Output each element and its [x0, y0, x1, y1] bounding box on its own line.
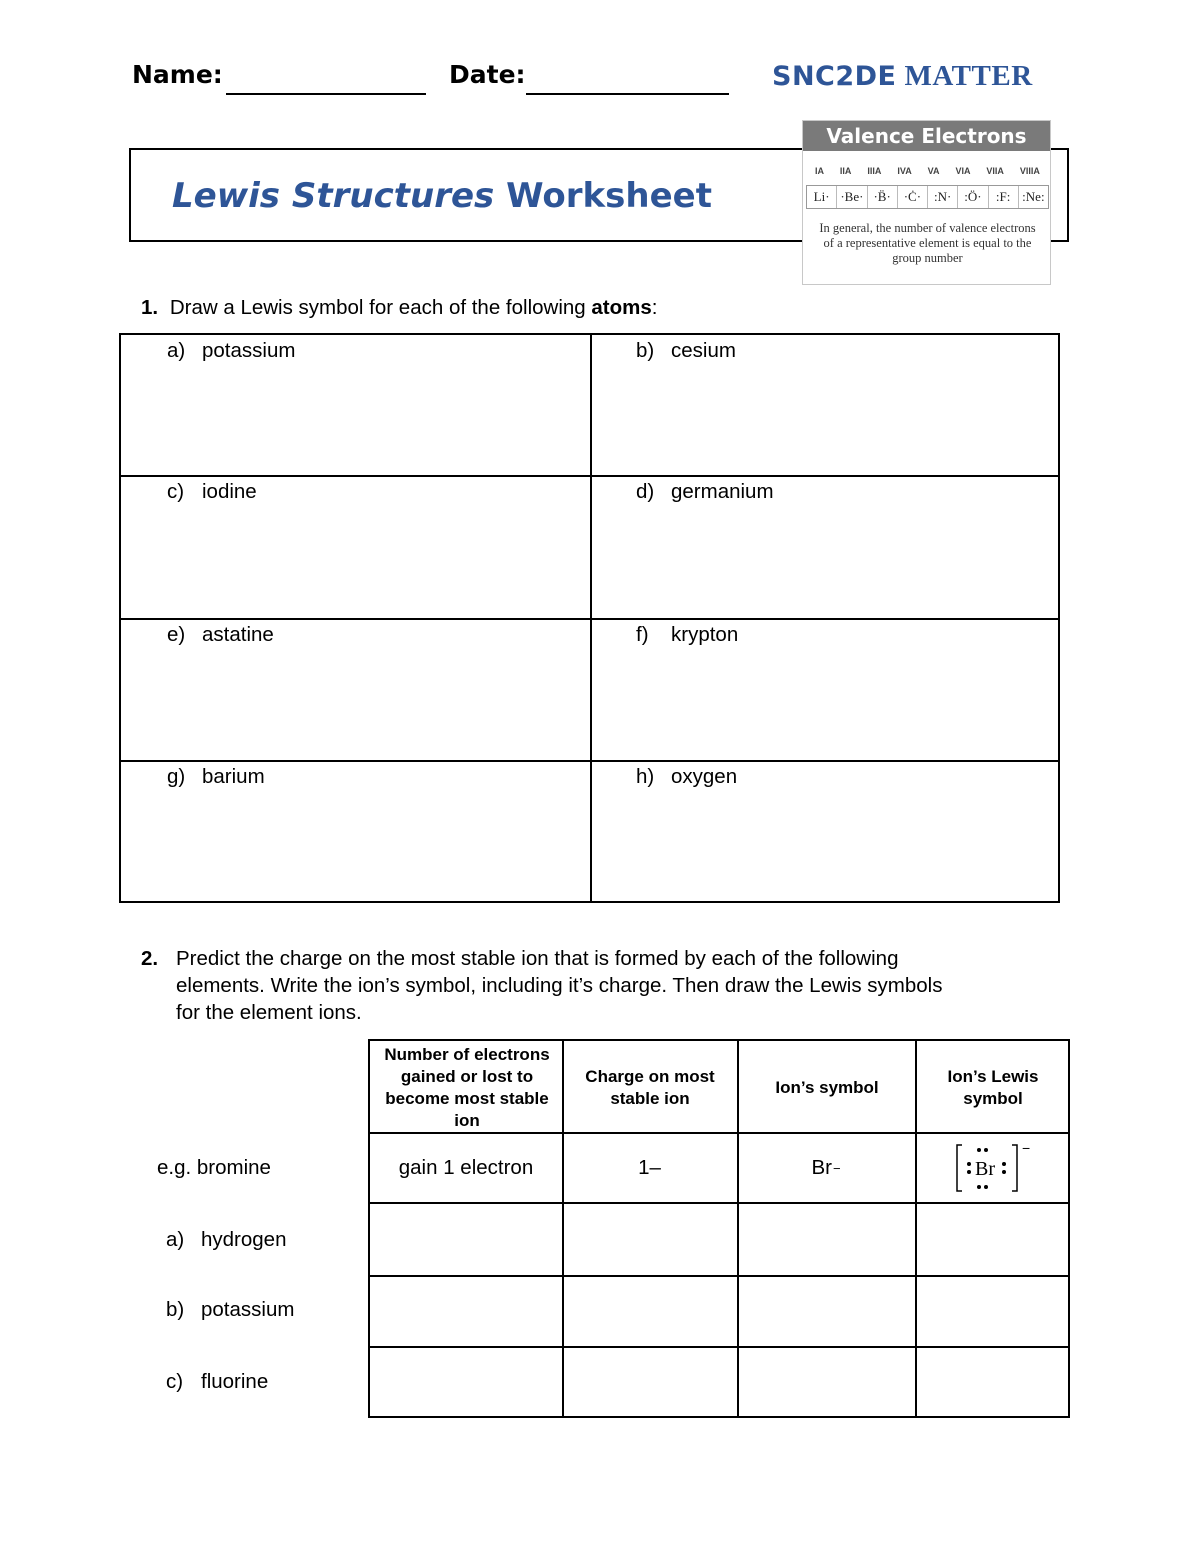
course-unit: MATTER	[904, 60, 1033, 92]
item-letter: a)	[166, 1228, 185, 1251]
answer-cell[interactable]	[739, 1204, 913, 1274]
question-number: 2.	[141, 947, 159, 970]
row-label-hydrogen	[166, 1228, 286, 1252]
answer-cell[interactable]	[917, 1204, 1068, 1274]
question-2-text	[176, 945, 1076, 1026]
group-label: VIA	[955, 166, 971, 176]
element-lewis-symbol: :N·	[928, 186, 958, 208]
grid-divider	[121, 760, 1058, 762]
item-letter: g)	[167, 765, 186, 788]
grid-divider	[121, 475, 1058, 477]
element-lewis-symbol: :Ö·	[958, 186, 988, 208]
row-label-potassium	[166, 1298, 294, 1322]
question-number: 1.	[141, 296, 159, 319]
bromide-lewis-diagram	[948, 1139, 1038, 1197]
answer-cell-d[interactable]	[636, 480, 774, 504]
item-name: hydrogen	[201, 1228, 287, 1251]
item-letter: h)	[636, 765, 655, 788]
item-name: iodine	[202, 480, 257, 503]
question-text-bold: atoms	[591, 296, 652, 319]
answer-cell[interactable]	[372, 1277, 560, 1345]
group-label: IA	[814, 166, 824, 176]
group-label: VIIIA	[1019, 166, 1040, 176]
answer-cell[interactable]	[917, 1277, 1068, 1345]
item-name: krypton	[671, 623, 739, 646]
item-name: germanium	[671, 480, 774, 503]
title-rest: Worksheet	[506, 176, 712, 216]
ion-table	[368, 1039, 1070, 1418]
q1-answer-grid	[119, 333, 1060, 903]
answer-cell-b[interactable]	[636, 339, 736, 363]
question-2	[141, 945, 158, 972]
valence-heading: Valence Electrons	[803, 121, 1050, 151]
valence-electrons-figure	[802, 120, 1051, 285]
item-name: potassium	[202, 339, 296, 362]
answer-cell[interactable]	[372, 1348, 560, 1416]
element-lewis-symbol: ·Ċ·	[898, 186, 928, 208]
worksheet-title	[172, 176, 712, 216]
item-name: potassium	[201, 1298, 295, 1321]
ion-charge: −	[832, 1160, 841, 1176]
item-name: barium	[202, 765, 265, 788]
date-field[interactable]	[526, 93, 729, 95]
element-lewis-symbol: :F:	[989, 186, 1019, 208]
answer-cell-h[interactable]	[636, 765, 737, 789]
example-electrons: gain 1 electron	[398, 1156, 534, 1179]
element-lewis-symbol: :Ne:	[1022, 189, 1045, 204]
answer-cell-e[interactable]	[167, 623, 274, 647]
answer-cell[interactable]	[739, 1277, 913, 1345]
group-label: IVA	[897, 166, 912, 176]
question-text-end: :	[651, 296, 658, 319]
title-italic: Lewis Structures	[172, 176, 495, 216]
item-letter: c)	[166, 1370, 184, 1393]
item-name: astatine	[202, 623, 274, 646]
element-lewis-symbol: ·Be·	[837, 186, 867, 208]
element-lewis-symbol: Li·	[807, 186, 837, 208]
group-label: VIIA	[986, 166, 1004, 176]
course-code: SNC2DE	[772, 61, 897, 92]
answer-cell[interactable]	[564, 1277, 735, 1345]
valence-group-labels	[807, 166, 1048, 176]
column-header-charge: Charge on most stable ion	[585, 1067, 715, 1108]
question-text-line: for the element ions.	[176, 1001, 362, 1024]
question-1	[141, 294, 658, 321]
name-label: Name:	[132, 60, 223, 89]
example-symbol	[739, 1134, 913, 1202]
valence-note: In general, the number of valence electrons of a representative element is equal to the group number	[819, 221, 1036, 265]
valence-element-row	[806, 185, 1049, 209]
answer-cell-g[interactable]	[167, 765, 265, 789]
item-letter: b)	[166, 1298, 185, 1321]
question-text-line: Predict the charge on the most stable ion that is formed by each of the following	[176, 947, 899, 970]
answer-cell-a[interactable]	[167, 339, 295, 363]
lewis-charge: −	[1021, 1140, 1030, 1156]
element-lewis-symbol: ·B̈·	[868, 186, 898, 208]
answer-cell-f[interactable]	[636, 623, 738, 647]
item-name: fluorine	[201, 1370, 269, 1393]
group-label: IIIA	[867, 166, 882, 176]
group-label: IIA	[839, 166, 852, 176]
question-text-line: elements. Write the ion’s symbol, including it’s charge. Then draw the Lewis symbols	[176, 974, 943, 997]
item-letter: d)	[636, 480, 655, 503]
grid-divider	[121, 618, 1058, 620]
item-letter: b)	[636, 339, 655, 362]
column-header-symbol: Ion’s symbol	[775, 1078, 879, 1097]
item-letter: c)	[167, 480, 185, 503]
item-letter: e)	[167, 623, 186, 646]
ion-symbol: Br	[811, 1156, 832, 1179]
lewis-element: Br	[974, 1158, 995, 1180]
course-heading	[772, 60, 1033, 93]
column-header-lewis: Ion’s Lewis symbol	[947, 1067, 1039, 1108]
example-row-label: e.g. bromine	[157, 1156, 271, 1179]
item-name: cesium	[671, 339, 736, 362]
answer-cell[interactable]	[372, 1204, 560, 1274]
answer-cell[interactable]	[739, 1348, 913, 1416]
question-text: Draw a Lewis symbol for each of the following	[169, 296, 592, 319]
row-label-fluorine	[166, 1370, 268, 1394]
answer-cell[interactable]	[564, 1348, 735, 1416]
item-letter: a)	[167, 339, 186, 362]
group-label: VA	[927, 166, 940, 176]
item-name: oxygen	[671, 765, 738, 788]
answer-cell[interactable]	[564, 1204, 735, 1274]
answer-cell-c[interactable]	[167, 480, 257, 504]
column-header-electrons: Number of electrons gained or lost to become most stable ion	[384, 1045, 550, 1130]
answer-cell[interactable]	[917, 1348, 1068, 1416]
date-label: Date:	[449, 60, 526, 89]
example-lewis-symbol	[917, 1134, 1068, 1202]
example-charge: 1–	[638, 1156, 661, 1179]
name-field[interactable]	[226, 93, 426, 95]
item-letter: f)	[636, 623, 649, 646]
